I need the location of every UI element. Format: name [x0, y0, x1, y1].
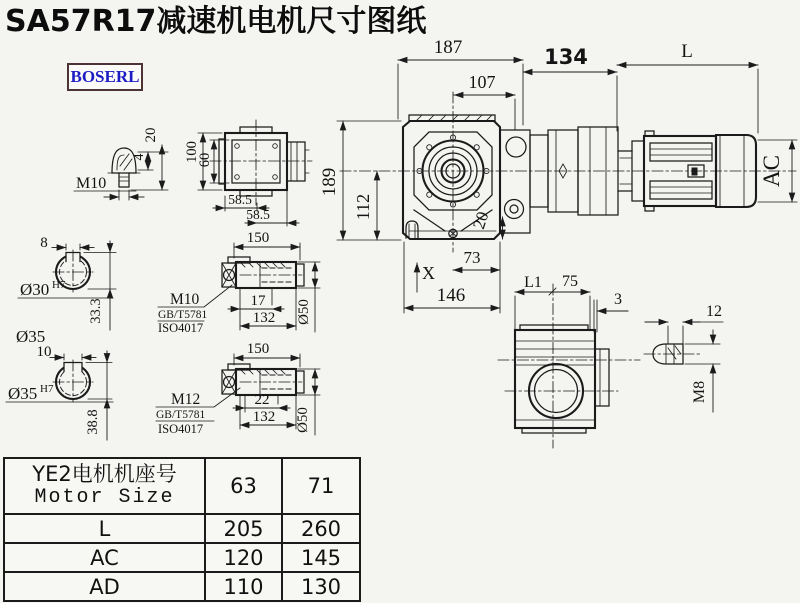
bore30-dim333: 33.3 — [88, 298, 104, 324]
shaft1-thread: M10 — [170, 291, 200, 308]
dim-112: 112 — [353, 193, 373, 221]
shaft2-std2: ISO4017 — [158, 422, 204, 436]
plug-top-dim4: 4 — [132, 153, 147, 161]
header-label-cn: YE2电机机座号 — [32, 462, 177, 486]
table-row-L — [4, 514, 360, 543]
dim-20-main: 20 — [469, 209, 493, 232]
row-label: AC — [4, 543, 205, 572]
table-row-AD — [4, 572, 360, 601]
shaft1-dia: Ø50 — [296, 299, 312, 325]
shaft2-dim150: 150 — [246, 341, 270, 357]
dim-L: L — [681, 41, 693, 62]
dim-AC: AC — [759, 155, 784, 187]
page-title: SA57R17减速机电机尺寸图纸 — [5, 4, 427, 39]
shaft2-dim22: 22 — [254, 392, 270, 408]
row-label: AD — [4, 572, 205, 601]
topview-dim585a: 58.5 — [228, 192, 252, 207]
table-header-size71: 71 — [282, 458, 360, 514]
motor-side-view — [340, 131, 796, 211]
side-dim75: 75 — [562, 273, 578, 290]
coupling-section — [500, 127, 632, 233]
topview-dim60: 60 — [197, 152, 213, 168]
row-label: L — [4, 514, 205, 543]
cell-value: 205 — [205, 514, 282, 543]
topview-dim585b: 58.5 — [246, 207, 270, 222]
plug-top-dim20: 20 — [143, 127, 159, 143]
bore30-dim8: 8 — [40, 235, 48, 251]
free-label-o35: Ø35 — [16, 327, 46, 346]
plugright-dim12: 12 — [706, 303, 722, 320]
plugright-thread: M8 — [691, 380, 708, 404]
brand-logo: BOSERL — [67, 63, 143, 91]
dim-134: 134 — [544, 45, 588, 69]
table-header-row — [4, 458, 360, 514]
shaft2-dia: Ø50 — [295, 407, 311, 433]
shaft1-std1: GB/T5781 — [158, 309, 208, 321]
bore30-label: Ø30 — [20, 280, 50, 299]
topview-dim100: 100 — [184, 141, 200, 163]
bore35-tol: H7 — [40, 383, 54, 395]
bore35-dim10: 10 — [36, 344, 52, 360]
cell-value: 145 — [282, 543, 360, 572]
dim-73: 73 — [463, 248, 481, 267]
header-label-en: Motor Size — [34, 486, 175, 509]
shaft1-dim132: 132 — [252, 310, 276, 326]
gearbox-side-view — [498, 284, 640, 448]
plug-top-thread: M10 — [76, 175, 107, 192]
bore35-dim388: 38.8 — [85, 409, 101, 435]
table-header-size63: 63 — [205, 458, 282, 514]
table-row-AC — [4, 543, 360, 572]
shaft2-dim132: 132 — [252, 409, 276, 425]
cell-value: 110 — [205, 572, 282, 601]
shaft1-dim150: 150 — [246, 230, 270, 246]
plug-right-view — [644, 322, 723, 412]
bore30-tol: H7 — [52, 279, 66, 291]
dim-187: 187 — [433, 37, 463, 58]
shaft2-std1: GB/T5781 — [156, 409, 206, 421]
cell-value: 120 — [205, 543, 282, 572]
side-dim3: 3 — [614, 291, 622, 308]
x-marker: X — [422, 263, 435, 283]
side-dimL1: L1 — [524, 274, 542, 291]
shaft1-std2: ISO4017 — [158, 321, 204, 335]
bore35-label: Ø35 — [8, 384, 38, 403]
table-header-motor-size — [4, 458, 205, 514]
dim-146: 146 — [436, 285, 466, 306]
dim-107: 107 — [468, 72, 496, 92]
shaft2-thread: M12 — [171, 391, 201, 408]
cell-value: 260 — [282, 514, 360, 543]
cell-value: 130 — [282, 572, 360, 601]
dim-189: 189 — [319, 167, 340, 197]
shaft1-dim17: 17 — [250, 293, 266, 309]
motor-size-table — [3, 457, 361, 602]
